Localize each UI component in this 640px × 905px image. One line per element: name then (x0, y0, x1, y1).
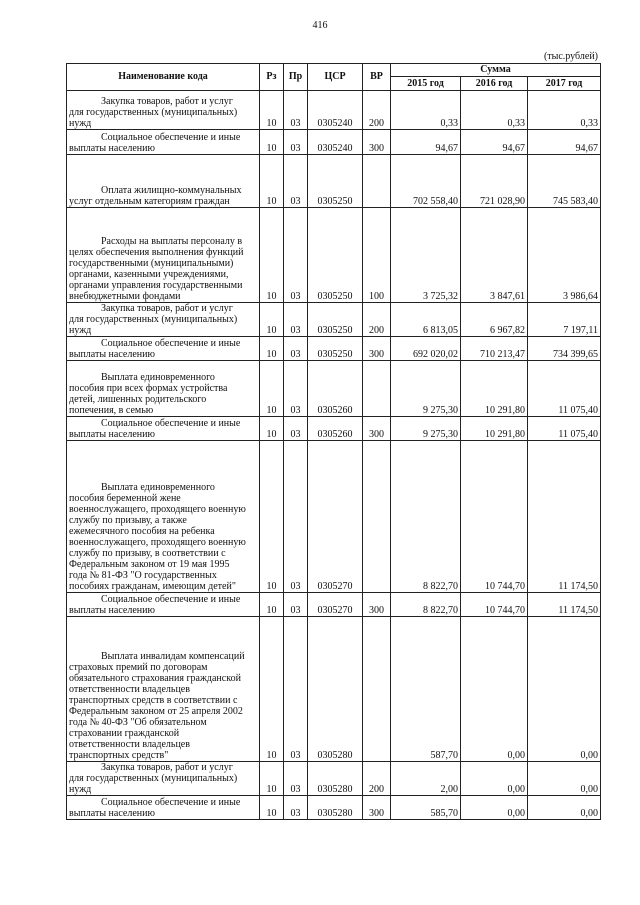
row-csr: 0305250 (308, 303, 363, 337)
row-rz: 10 (260, 417, 284, 441)
row-rz: 10 (260, 91, 284, 130)
table-header (67, 64, 601, 91)
row-name-line: Федеральным законом от 25 апреля 2002 (69, 706, 243, 717)
row-value-2017: 734 399,65 (528, 337, 601, 361)
budget-table (66, 63, 601, 820)
table-row (67, 155, 601, 208)
row-name-line: Расходы на выплаты персоналу в (101, 236, 243, 247)
row-value-2017: 7 197,11 (528, 303, 601, 337)
row-value-2015: 587,70 (391, 617, 461, 762)
row-csr: 0305250 (308, 337, 363, 361)
row-value-2016: 6 967,82 (461, 303, 528, 337)
row-name-line: Социальное обеспечение и иные (101, 132, 241, 143)
row-name-line: Социальное обеспечение и иные (101, 418, 241, 429)
row-value-2015: 6 813,05 (391, 303, 461, 337)
row-rz: 10 (260, 303, 284, 337)
row-pr: 03 (284, 361, 308, 417)
row-name-line: обязательного страхования гражданской (69, 673, 241, 684)
row-name (67, 441, 260, 593)
row-name-line: ответственности владельцев (69, 739, 190, 750)
row-rz: 10 (260, 337, 284, 361)
row-pr: 03 (284, 441, 308, 593)
row-name-line: ежемесячного пособия на ребенка (69, 526, 215, 537)
row-value-2016: 0,33 (461, 91, 528, 130)
row-csr: 0305280 (308, 796, 363, 820)
row-pr: 03 (284, 417, 308, 441)
row-value-2017: 11 174,50 (528, 593, 601, 617)
row-name-line: нужд (69, 118, 92, 129)
page-number: 416 (312, 20, 328, 31)
row-value-2016: 721 028,90 (461, 155, 528, 208)
header-name: Наименование кода (67, 64, 260, 91)
row-name-line (69, 225, 257, 236)
row-value-2015: 8 822,70 (391, 441, 461, 593)
row-value-2017: 0,33 (528, 91, 601, 130)
row-csr: 0305240 (308, 130, 363, 155)
row-value-2015: 9 275,30 (391, 417, 461, 441)
row-vr (363, 155, 391, 208)
row-name-line: выплаты населению (69, 349, 155, 360)
row-name-line: страховании гражданской (69, 728, 180, 739)
row-csr: 0305240 (308, 91, 363, 130)
row-name-line: Выплата инвалидам компенсаций (101, 651, 245, 662)
row-name-line: услуг отдельным категориям граждан (69, 196, 230, 207)
row-vr: 200 (363, 762, 391, 796)
row-value-2017: 0,00 (528, 617, 601, 762)
row-value-2017: 11 174,50 (528, 441, 601, 593)
row-value-2015: 702 558,40 (391, 155, 461, 208)
row-name-line: выплаты населению (69, 143, 155, 154)
row-pr: 03 (284, 796, 308, 820)
row-rz: 10 (260, 796, 284, 820)
row-name-line: выплаты населению (69, 429, 155, 440)
table-row (67, 593, 601, 617)
row-value-2017: 0,00 (528, 796, 601, 820)
row-name-line: Оплата жилищно-коммунальных (101, 185, 242, 196)
row-value-2017: 11 075,40 (528, 361, 601, 417)
row-pr: 03 (284, 208, 308, 303)
row-name-line (69, 471, 257, 482)
row-name-line: Социальное обеспечение и иные (101, 338, 241, 349)
row-name-line: военнослужащего, проходящего военную (69, 504, 246, 515)
row-vr: 300 (363, 417, 391, 441)
row-value-2015: 94,67 (391, 130, 461, 155)
row-name-line: пособия при всех формах устройства (69, 383, 228, 394)
row-pr: 03 (284, 337, 308, 361)
row-value-2016: 0,00 (461, 796, 528, 820)
row-vr: 300 (363, 796, 391, 820)
row-name-line: Закупка товаров, работ и услуг (101, 762, 233, 773)
row-name (67, 91, 260, 130)
row-name-line: Социальное обеспечение и иные (101, 594, 241, 605)
row-pr: 03 (284, 617, 308, 762)
row-name-line: года № 81-ФЗ "О государственных (69, 570, 217, 581)
row-name-line: для государственных (муниципальных) (69, 773, 238, 784)
row-name-line: службу по призыву, а также (69, 515, 187, 526)
row-vr: 300 (363, 593, 391, 617)
header-sum: Сумма (391, 64, 601, 77)
row-name-line: органами, казенными учреждениями, (69, 269, 229, 280)
row-rz: 10 (260, 361, 284, 417)
row-csr: 0305270 (308, 593, 363, 617)
row-name-line: Выплата единовременного (101, 482, 215, 493)
row-value-2016: 10 744,70 (461, 441, 528, 593)
row-name-line: детей, лишенных родительского (69, 394, 207, 405)
row-value-2015: 8 822,70 (391, 593, 461, 617)
row-vr (363, 441, 391, 593)
row-name-line: военнослужащего, проходящего военную (69, 537, 246, 548)
table-row (67, 617, 601, 762)
table-row (67, 417, 601, 441)
row-csr: 0305270 (308, 441, 363, 593)
row-name (67, 796, 260, 820)
row-value-2016: 3 847,61 (461, 208, 528, 303)
row-name-line: нужд (69, 784, 92, 795)
row-value-2015: 585,70 (391, 796, 461, 820)
row-value-2017: 0,00 (528, 762, 601, 796)
table-row (67, 796, 601, 820)
row-name-line: выплаты населению (69, 605, 155, 616)
row-rz: 10 (260, 762, 284, 796)
row-name (67, 208, 260, 303)
row-name (67, 617, 260, 762)
header-year-2015: 2015 год (391, 77, 461, 91)
row-value-2016: 0,00 (461, 617, 528, 762)
row-value-2015: 692 020,02 (391, 337, 461, 361)
row-vr: 300 (363, 337, 391, 361)
row-pr: 03 (284, 762, 308, 796)
row-rz: 10 (260, 617, 284, 762)
header-pr: Пр (284, 64, 308, 91)
row-rz: 10 (260, 130, 284, 155)
row-value-2016: 10 291,80 (461, 361, 528, 417)
row-vr (363, 361, 391, 417)
header-year-2016: 2016 год (461, 77, 528, 91)
row-name-line: службу по призыву, в соответствии с (69, 548, 226, 559)
row-name-line: Закупка товаров, работ и услуг (101, 96, 233, 107)
row-pr: 03 (284, 593, 308, 617)
row-name-line: пособиях гражданам, имеющим детей" (69, 581, 236, 592)
row-vr: 100 (363, 208, 391, 303)
header-year-2017: 2017 год (528, 77, 601, 91)
table-row (67, 208, 601, 303)
header-vr: ВР (363, 64, 391, 91)
row-vr: 200 (363, 91, 391, 130)
row-name-line: пособия беременной жене (69, 493, 181, 504)
table-row (67, 361, 601, 417)
row-name-line: года № 40-ФЗ "Об обязательном (69, 717, 207, 728)
row-name-line: транспортных средств в соответствии с (69, 695, 238, 706)
row-value-2015: 9 275,30 (391, 361, 461, 417)
table-row (67, 337, 601, 361)
row-name-line: для государственных (муниципальных) (69, 314, 238, 325)
row-value-2016: 10 744,70 (461, 593, 528, 617)
row-rz: 10 (260, 208, 284, 303)
table-row (67, 91, 601, 130)
row-name-line (69, 214, 257, 225)
row-name-line: государственными (муниципальными) (69, 258, 234, 269)
row-vr: 200 (363, 303, 391, 337)
row-name-line: попечения, в семью (69, 405, 154, 416)
row-pr: 03 (284, 155, 308, 208)
row-name-line: транспортных средств" (69, 750, 169, 761)
row-name (67, 130, 260, 155)
row-name-line: страховых премий по договорам (69, 662, 208, 673)
row-value-2017: 3 986,64 (528, 208, 601, 303)
row-value-2017: 11 075,40 (528, 417, 601, 441)
row-name-line (69, 174, 257, 185)
row-value-2015: 0,33 (391, 91, 461, 130)
row-csr: 0305250 (308, 208, 363, 303)
row-vr (363, 617, 391, 762)
row-name-line: Федеральным законом от 19 мая 1995 (69, 559, 230, 570)
row-name-line: выплаты населению (69, 808, 155, 819)
row-name-line: Выплата единовременного (101, 372, 215, 383)
row-value-2017: 745 583,40 (528, 155, 601, 208)
row-vr: 300 (363, 130, 391, 155)
row-value-2016: 0,00 (461, 762, 528, 796)
units-label: (тыс.рублей) (543, 51, 598, 62)
row-csr: 0305280 (308, 762, 363, 796)
row-name-line: нужд (69, 325, 92, 336)
row-name-line (69, 460, 257, 471)
table-body (67, 91, 601, 820)
row-csr: 0305260 (308, 361, 363, 417)
row-name-line: Закупка товаров, работ и услуг (101, 303, 233, 314)
row-csr: 0305250 (308, 155, 363, 208)
row-name-line: целях обеспечения выполнения функций (69, 247, 244, 258)
row-name-line: органами управления государственными (69, 280, 243, 291)
row-rz: 10 (260, 155, 284, 208)
table-row (67, 303, 601, 337)
row-value-2015: 2,00 (391, 762, 461, 796)
row-value-2015: 3 725,32 (391, 208, 461, 303)
row-name (67, 155, 260, 208)
row-pr: 03 (284, 303, 308, 337)
row-name-line: для государственных (муниципальных) (69, 107, 238, 118)
row-csr: 0305280 (308, 617, 363, 762)
row-value-2016: 94,67 (461, 130, 528, 155)
row-name-line: Социальное обеспечение и иные (101, 797, 241, 808)
row-csr: 0305260 (308, 417, 363, 441)
row-name (67, 417, 260, 441)
row-rz: 10 (260, 593, 284, 617)
row-rz: 10 (260, 441, 284, 593)
row-value-2016: 10 291,80 (461, 417, 528, 441)
row-value-2017: 94,67 (528, 130, 601, 155)
row-pr: 03 (284, 130, 308, 155)
row-pr: 03 (284, 91, 308, 130)
header-csr: ЦСР (308, 64, 363, 91)
row-name (67, 762, 260, 796)
row-name (67, 337, 260, 361)
row-name (67, 303, 260, 337)
table-row (67, 441, 601, 593)
table-row (67, 130, 601, 155)
row-name (67, 361, 260, 417)
row-name (67, 593, 260, 617)
row-value-2016: 710 213,47 (461, 337, 528, 361)
header-rz: Рз (260, 64, 284, 91)
row-name-line: ответственности владельцев (69, 684, 190, 695)
table-row (67, 762, 601, 796)
row-name-line: внебюджетными фондами (69, 291, 181, 302)
